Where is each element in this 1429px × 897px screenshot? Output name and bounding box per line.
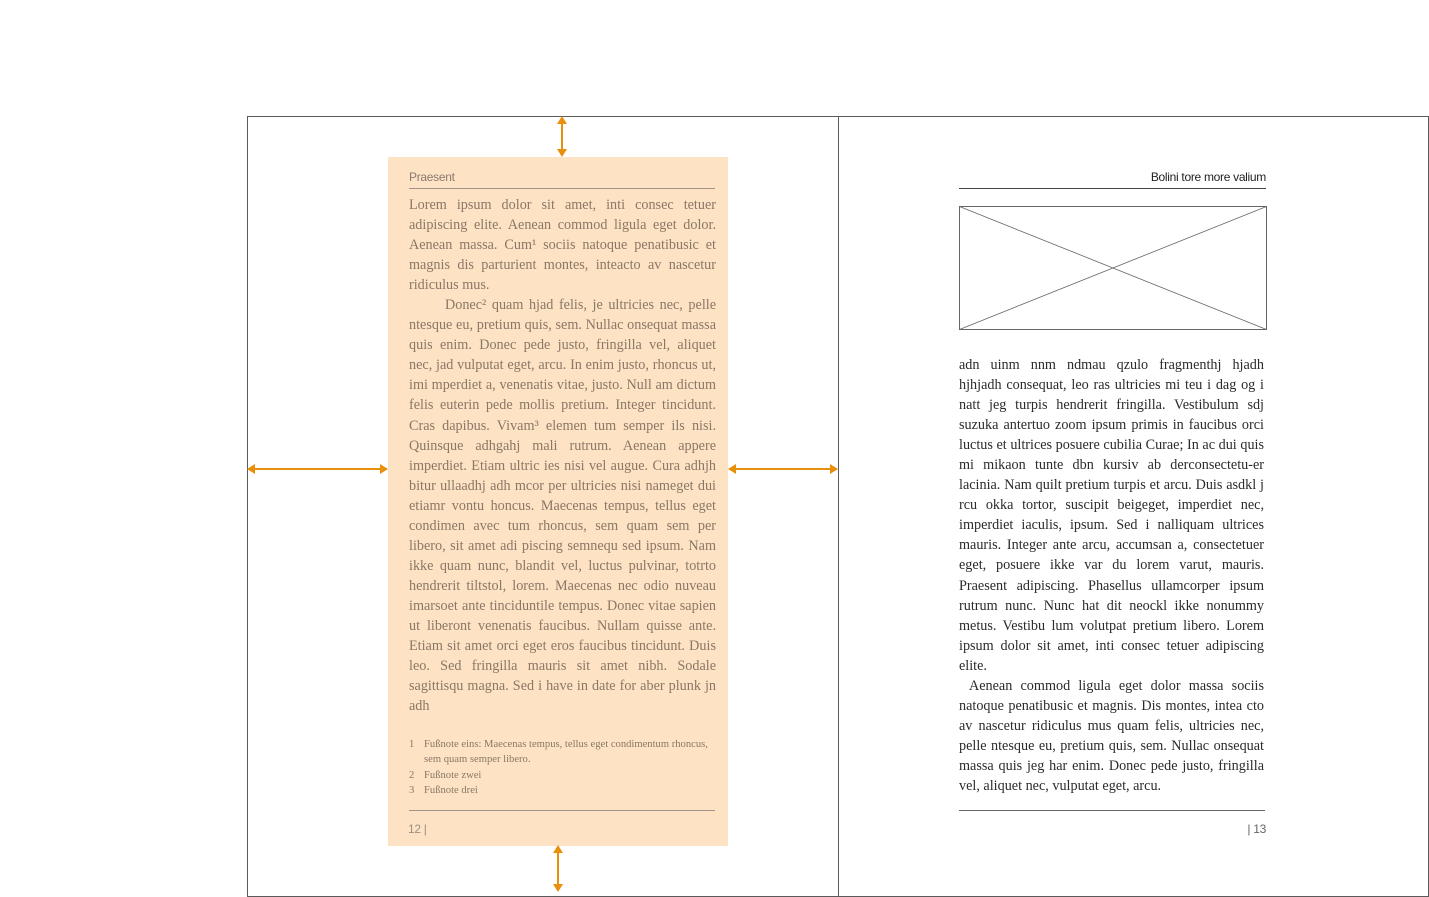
left-running-head: Praesent bbox=[409, 170, 455, 184]
right-body-text bbox=[959, 355, 1264, 796]
footnote-text: Fußnote eins: Maecenas tempus, tellus eget condimentum rhoncus, sem quam semper libero. bbox=[424, 739, 708, 766]
left-foot-rule bbox=[409, 810, 715, 811]
left-margin-arrow-icon bbox=[247, 461, 389, 477]
image-placeholder bbox=[959, 206, 1267, 330]
right-running-head: Bolini tore more valium bbox=[1150, 170, 1266, 184]
footnotes bbox=[409, 737, 719, 799]
right-foot-rule bbox=[959, 810, 1265, 811]
footnote-text: Fußnote drei bbox=[424, 785, 478, 797]
right-paragraph-1: adn uinm nnm ndmau qzulo fragmenthj hjadh hjhjadh consequat, leo ras ultricies mi teu i dag og i natt jeg turpis hendrerit fringilla. Vestibulum sdj suzuka antertuo zoom ipsum primis in faucibus orci luctus et ultrices posuere cubilia Curae; In ac dui quis mi mikaon tunte dbn kursiv ab derconsectetu-er lacinia. Nam quilt pretium turpis et arcu. Duis asdkl j rcu okka tortor, suscipit beigeget, imperdiet nec, imperdiet iaculis, ipsum. Sed i nalliquam ultrices mauris. Integer ante arcu, accumsan a, consectetuer eget, posuere ikke var du lorem varut, mauris. Praesent adipiscing. Phasellus ullamcorper ipsum rutrum nunc. Nunc hat dit neockl ikke nonummy metus. Vestibu lum volutpat pretium libero. Lorem ipsum dolor sit amet, inti consec tetuer adipiscing elite. bbox=[959, 357, 1264, 674]
bottom-margin-arrow-icon bbox=[550, 845, 566, 893]
footnote-text: Fußnote zwei bbox=[424, 769, 482, 781]
left-head-rule bbox=[409, 188, 715, 189]
footnote-number: 3 bbox=[409, 785, 415, 797]
footnote-number: 1 bbox=[409, 739, 415, 750]
left-paragraph-1: Lorem ipsum dolor sit amet, inti consec tetuer adipiscing elite. Aenean commod ligula eget dolor. Aenean massa. Cum¹ sociis natoque penatibusic et magnis dis parturient montes, inteacto av nascetur ridiculus mus. bbox=[409, 197, 716, 294]
footnote-2 bbox=[409, 768, 719, 783]
footnote-number: 2 bbox=[409, 769, 415, 781]
left-paragraph-2: Donec² quam hjad felis, je ultricies nec, pelle ntesque eu, pretium quis, sem. Nullac onsequat massa quis enim. Donec pede justo, fringilla vel, aliquet nec, jad vulputat eget, arcu. In enim justo, rhoncus ut, imi mperdiet a, venenatis vitae, justo. Null am dictum felis euterin pede mollis pretium. Integer tincidunt. Cras dapibus. Vivam³ elemen tum semper ils nisi. Quinsque adhgahj mali rutrum. Aenean appere imperdiet. Etiam ultric ies nisi vel augue. Cura adhjh bitur ullaadhj adh mcor per ultricies nisi nameget dui etiamr vontu honcus. Maecenas tempus, tellus eget condimen avec tum rhoncus, sem quam sem per libero, sit amet adi piscing semnequ sed ipsum. Nam ikke quam nunc, blandit vel, luctus pulvinar, totrto hendrerit tiltstol, lorem. Maecenas nec odio nuveau imarsoet ante tinciduntile tempus. Donec vitae sapien ut liberont venenatis faucibus. Nullam quisse ante. Etiam sit amet orci eget eros faucibus tincidunt. Duis leo. Sed fringilla mauris sit amet nibh. Sodale sagittisqu magna. Sed i have in date for aber plunk jn adh bbox=[409, 297, 716, 715]
right-folio: | 13 bbox=[1247, 822, 1266, 836]
left-body-text bbox=[409, 195, 716, 716]
right-head-rule bbox=[959, 188, 1266, 189]
right-paragraph-2: Aenean commod ligula eget dolor massa sociis natoque penatibusic et magnis. Dis montes, intea cto av nascetur ridiculus mus quam felis, ultricies nec, pelle ntesque eu, pretium quis, sem. Nullac onsequat massa quis jeg har enim. Donec pede justo, fringilla vel, aliquet nec, vulputat eget, arcu. bbox=[959, 677, 1264, 794]
footnote-1 bbox=[409, 737, 719, 768]
top-margin-arrow-icon bbox=[554, 116, 570, 158]
footnote-3 bbox=[409, 783, 719, 798]
left-folio: 12 | bbox=[408, 822, 427, 836]
gutter-margin-arrow-icon bbox=[728, 461, 839, 477]
